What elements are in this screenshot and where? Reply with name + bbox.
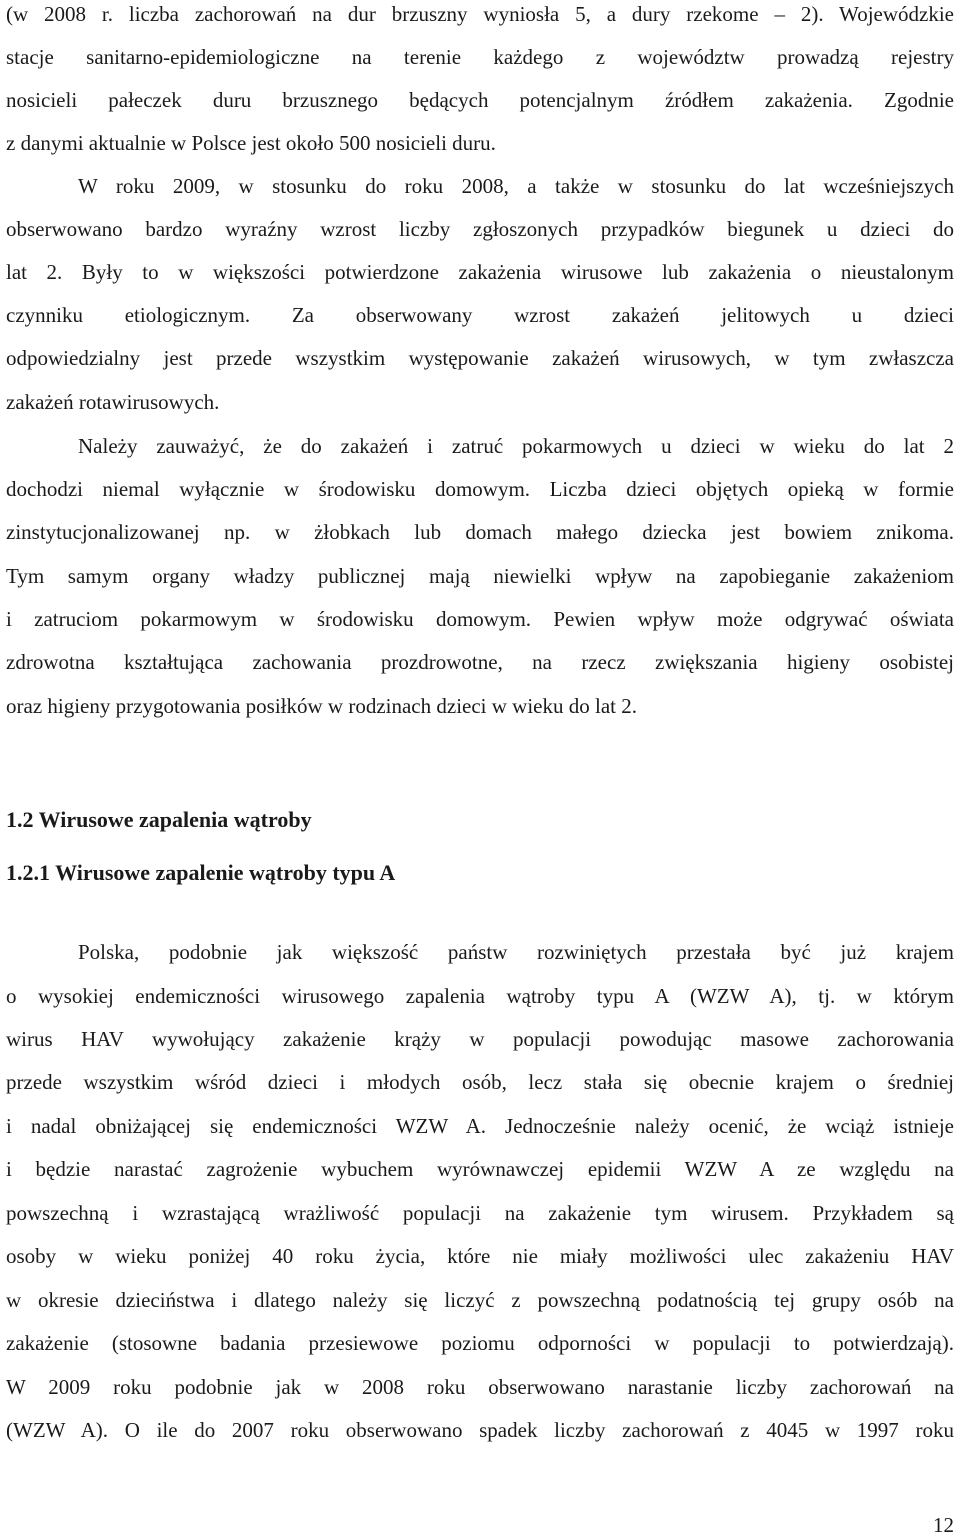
text-line: nosicieli pałeczek duru brzusznego będących potencjalnym źródłem zakażenia. Zgodnie	[6, 88, 954, 112]
text-line: i będzie narastać zagrożenie wybuchem wyrównawczej epidemii WZW A ze względu na	[6, 1157, 954, 1181]
text-line: o wysokiej endemiczności wirusowego zapalenia wątroby typu A (WZW A), tj. w którym	[6, 984, 954, 1008]
text-line: odpowiedzialny jest przede wszystkim występowanie zakażeń wirusowych, w tym zwłaszcza	[6, 346, 954, 370]
section-heading: 1.2 Wirusowe zapalenia wątroby	[6, 807, 312, 832]
text-line: lat 2. Były to w większości potwierdzone zakażenia wirusowe lub zakażenia o nieustalonym	[6, 260, 954, 284]
text-line: zdrowotna kształtująca zachowania prozdrowotne, na rzecz zwiększania higieny osobistej	[6, 650, 954, 674]
text-line: stacje sanitarno-epidemiologiczne na terenie każdego z województw prowadzą rejestry	[6, 45, 954, 69]
text-line: w okresie dzieciństwa i dlatego należy się liczyć z powszechną podatnością tej grupy osób na	[6, 1288, 954, 1312]
text-line: z danymi aktualnie w Polsce jest około 500 nosicieli duru.	[6, 131, 496, 155]
text-line: W roku 2009, w stosunku do roku 2008, a także w stosunku do lat wcześniejszych	[78, 174, 954, 198]
text-line: czynniku etiologicznym. Za obserwowany wzrost zakażeń jelitowych u dzieci	[6, 303, 954, 327]
text-line: osoby w wieku poniżej 40 roku życia, które nie miały możliwości ulec zakażeniu HAV	[6, 1244, 954, 1268]
text-line: oraz higieny przygotowania posiłków w rodzinach dzieci w wieku do lat 2.	[6, 694, 637, 718]
subsection-heading: 1.2.1 Wirusowe zapalenie wątroby typu A	[6, 860, 396, 885]
text-line: Tym samym organy władzy publicznej mają niewielki wpływ na zapobieganie zakażeniom	[6, 564, 954, 588]
text-line: i zatruciom pokarmowym w środowisku domowym. Pewien wpływ może odgrywać oświata	[6, 607, 954, 631]
text-line: (w 2008 r. liczba zachorowań na dur brzuszny wyniosła 5, a dury rzekome – 2). Wojewódzkie	[6, 2, 954, 26]
text-line: zakażenie (stosowne badania przesiewowe poziomu odporności w populacji to potwierdzają).	[6, 1331, 954, 1355]
text-line: (WZW A). O ile do 2007 roku obserwowano spadek liczby zachorowań z 4045 w 1997 roku	[6, 1418, 954, 1442]
text-line: zakażeń rotawirusowych.	[6, 390, 220, 414]
text-line: wirus HAV wywołujący zakażenie krąży w populacji powodując masowe zachorowania	[6, 1027, 954, 1051]
text-line: przede wszystkim wśród dzieci i młodych osób, lecz stała się obecnie krajem o średniej	[6, 1070, 954, 1094]
text-line: Należy zauważyć, że do zakażeń i zatruć pokarmowych u dzieci w wieku do lat 2	[78, 434, 954, 458]
text-line: zinstytucjonalizowanej np. w żłobkach lub domach małego dziecka jest bowiem znikoma.	[6, 520, 954, 544]
text-line: powszechną i wzrastającą wrażliwość populacji na zakażenie tym wirusem. Przykładem są	[6, 1201, 954, 1225]
text-line: dochodzi niemal wyłącznie w środowisku domowym. Liczba dzieci objętych opieką w formie	[6, 477, 954, 501]
page-number: 12	[933, 1513, 954, 1537]
text-line: Polska, podobnie jak większość państw rozwiniętych przestała być już krajem	[78, 940, 954, 964]
text-line: i nadal obniżającej się endemiczności WZW A. Jednocześnie należy ocenić, że wciąż istnieje	[6, 1114, 954, 1138]
text-line: obserwowano bardzo wyraźny wzrost liczby zgłoszonych przypadków biegunek u dzieci do	[6, 217, 954, 241]
text-line: W 2009 roku podobnie jak w 2008 roku obserwowano narastanie liczby zachorowań na	[6, 1375, 954, 1399]
